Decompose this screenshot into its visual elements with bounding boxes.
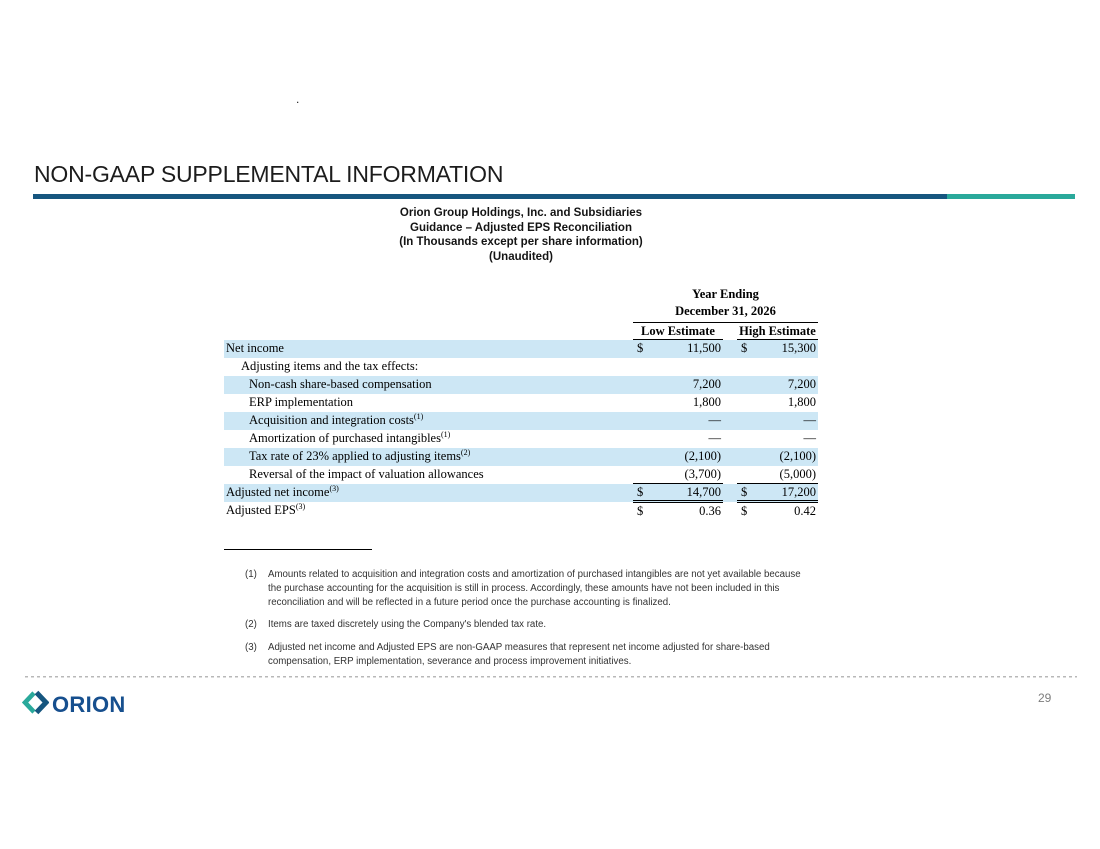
- footnote-3: [245, 641, 815, 669]
- period-line1: Year Ending: [692, 287, 759, 301]
- value-high: (2,100): [779, 449, 816, 463]
- row-footnote-ref: (3): [329, 484, 339, 494]
- dollar-sign: $: [637, 341, 644, 356]
- value-low: 14,700: [686, 484, 721, 499]
- value-high: (5,000): [779, 466, 816, 481]
- table-row: [224, 376, 818, 394]
- table-row: [224, 412, 818, 430]
- footnotes: [245, 568, 815, 678]
- footnote-1: [245, 568, 815, 609]
- value-high: —: [803, 413, 816, 427]
- footer-divider: [25, 676, 1077, 678]
- row-footnote-ref: (3): [295, 502, 306, 512]
- table-title-subject: Guidance – Adjusted EPS Reconciliation: [410, 221, 632, 234]
- footnote-number: (1): [245, 569, 257, 580]
- orion-diamond-icon: [22, 690, 49, 720]
- period-header-row: [224, 286, 818, 323]
- value-low: (3,700): [684, 466, 721, 481]
- title-rule-teal-segment: [947, 194, 1075, 199]
- value-high: 15,300: [781, 341, 816, 356]
- table-row: [224, 394, 818, 412]
- footnote-text: Items are taxed discretely using the Company's blended tax rate.: [268, 619, 547, 631]
- table-row: [224, 448, 818, 466]
- row-label: Adjusting items and the tax effects:: [241, 359, 419, 374]
- footnote-text: Amounts related to acquisition and integration costs and amortization of purchased intangibles are not yet available because the purchase accounting for the acquisition is still in process. Accordingly, these amounts have not been included in this reconciliation and will be reflected in a future period once the purchase accounting is finalized.: [268, 569, 801, 608]
- title-rule: [33, 194, 1075, 199]
- orion-logo: [22, 690, 126, 720]
- dollar-sign: $: [637, 503, 644, 518]
- table-title-units: (In Thousands except per share information): [399, 236, 643, 248]
- table-row: [224, 430, 818, 448]
- value-low: 7,200: [692, 377, 721, 391]
- dollar-sign: $: [741, 341, 748, 356]
- row-label: Reversal of the impact of valuation allowances: [249, 467, 484, 482]
- table-row: [224, 502, 818, 520]
- logo-text: ORION: [52, 692, 126, 717]
- value-low: —: [708, 413, 721, 427]
- period-header: [633, 286, 818, 323]
- value-low: (2,100): [684, 449, 721, 463]
- financial-table: [224, 286, 818, 520]
- table-row: [224, 340, 818, 358]
- row-label: ERP implementation: [249, 395, 354, 410]
- table-row: [224, 484, 818, 502]
- value-low: —: [708, 431, 721, 445]
- period-line2: December 31, 2026: [675, 304, 776, 318]
- row-label: Adjusted net income: [226, 485, 330, 500]
- slide-title: NON-GAAP SUPPLEMENTAL INFORMATION: [34, 161, 504, 187]
- value-low: 11,500: [687, 341, 721, 356]
- footnote-text: Adjusted net income and Adjusted EPS are non-GAAP measures that represent net income adjusted for share-based compensation, ERP implementation, severance and process improvement initiatives.: [268, 642, 770, 667]
- dollar-sign: $: [741, 484, 748, 499]
- row-label: Tax rate of 23% applied to adjusting items: [249, 449, 461, 464]
- row-footnote-ref: (1): [440, 430, 451, 440]
- row-label: Adjusted EPS: [226, 503, 296, 518]
- value-high: 0.42: [794, 503, 816, 518]
- table-title-unaudited: (Unaudited): [489, 250, 553, 263]
- value-high: 7,200: [787, 377, 816, 391]
- table-title: [224, 206, 818, 264]
- value-high: 17,200: [781, 484, 816, 499]
- stray-dot: .: [296, 92, 300, 106]
- row-label: Amortization of purchased intangibles: [249, 431, 441, 446]
- value-high: —: [803, 431, 816, 445]
- page-number: 29: [1038, 691, 1052, 705]
- dollar-sign: $: [637, 484, 644, 499]
- value-high: 1,800: [787, 395, 816, 409]
- footnote-2: [245, 618, 815, 632]
- value-low: 0.36: [699, 503, 721, 518]
- value-low: 1,800: [692, 395, 721, 409]
- column-header-low: Low Estimate: [633, 323, 723, 340]
- footnote-number: (3): [245, 642, 257, 654]
- dollar-sign: $: [741, 503, 748, 518]
- footnote-number: (2): [245, 619, 257, 631]
- table-row: [224, 466, 818, 484]
- table-row: [224, 358, 818, 376]
- title-rule-blue-segment: [33, 194, 947, 199]
- row-label: Acquisition and integration costs: [249, 413, 414, 428]
- column-header-high: High Estimate: [737, 323, 818, 340]
- row-footnote-ref: (1): [413, 412, 424, 422]
- footnote-rule: [224, 549, 372, 550]
- row-label: Non-cash share-based compensation: [249, 377, 432, 392]
- table-title-company: Orion Group Holdings, Inc. and Subsidiaries: [399, 207, 643, 219]
- row-footnote-ref: (2): [460, 448, 471, 458]
- row-label: Net income: [226, 341, 284, 356]
- column-header-row: [224, 323, 818, 340]
